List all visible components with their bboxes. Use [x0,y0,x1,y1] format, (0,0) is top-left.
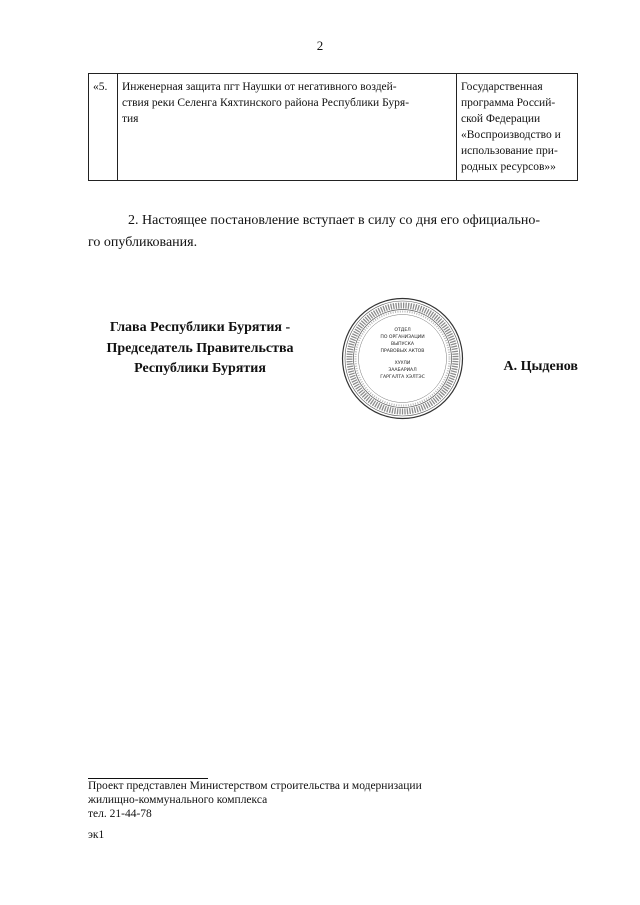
row-number-cell [89,74,118,181]
program-line: программа Россий- [461,97,556,109]
program-line: Государственная [461,81,543,93]
stamp-text-line: ЗААБАРИАЛ [388,368,417,373]
footnote-line: Проект представлен Министерством строительства и модернизации [88,780,422,792]
row-program-cell [457,74,578,181]
stamp-text-line: ВЫПУСКА [390,342,415,347]
stamp-text-line: ХУУЛИ [394,361,411,366]
footnote-phone: тел. 21-44-78 [88,808,152,820]
stamp-text-line: ОТДЕЛ [394,328,411,333]
page-number: 2 [316,38,324,53]
stamp-text-line: ПРАВОВЫХ АКТОВ [380,349,425,354]
footnote [88,779,568,821]
description-line: Инженерная защита пгт Наушки от негативного воздей- [122,81,397,93]
program-line: родных ресурсов»» [461,161,556,173]
stamp-text-line: ГАРГАЛТА ХЭЛТЭС [380,375,425,380]
row-number: «5. [93,81,108,93]
signatory-title-line: Глава Республики Бурятия - [109,320,291,335]
stamp-text-line: ПО ОРГАНИЗАЦИИ [380,335,425,340]
program-table [88,73,578,181]
program-line: «Воспроизводство и [461,129,561,141]
executor-code: эк1 [88,829,105,841]
program-line: ской Федерации [461,113,541,125]
signatory-title [82,318,318,380]
description-line: ствия реки Селенга Кяхтинского района Республики Буря- [122,97,410,109]
signatory-title-line: Республики Бурятия [134,361,266,376]
paragraph-line: 2. Настоящее постановление вступает в силу со дня его официально- [128,213,541,228]
official-seal-stamp [340,296,465,421]
signatory-name: А. Цыденов [503,359,578,374]
effective-date-paragraph [88,210,580,254]
row-description-cell [118,74,457,181]
description-line: тия [122,113,139,125]
footnote-line: жилищно-коммунального комплекса [88,794,268,806]
program-line: использование при- [461,145,558,157]
signatory-title-line: Председатель Правительства [106,340,294,356]
table-row [89,74,578,181]
paragraph-line: го опубликования. [88,235,198,250]
